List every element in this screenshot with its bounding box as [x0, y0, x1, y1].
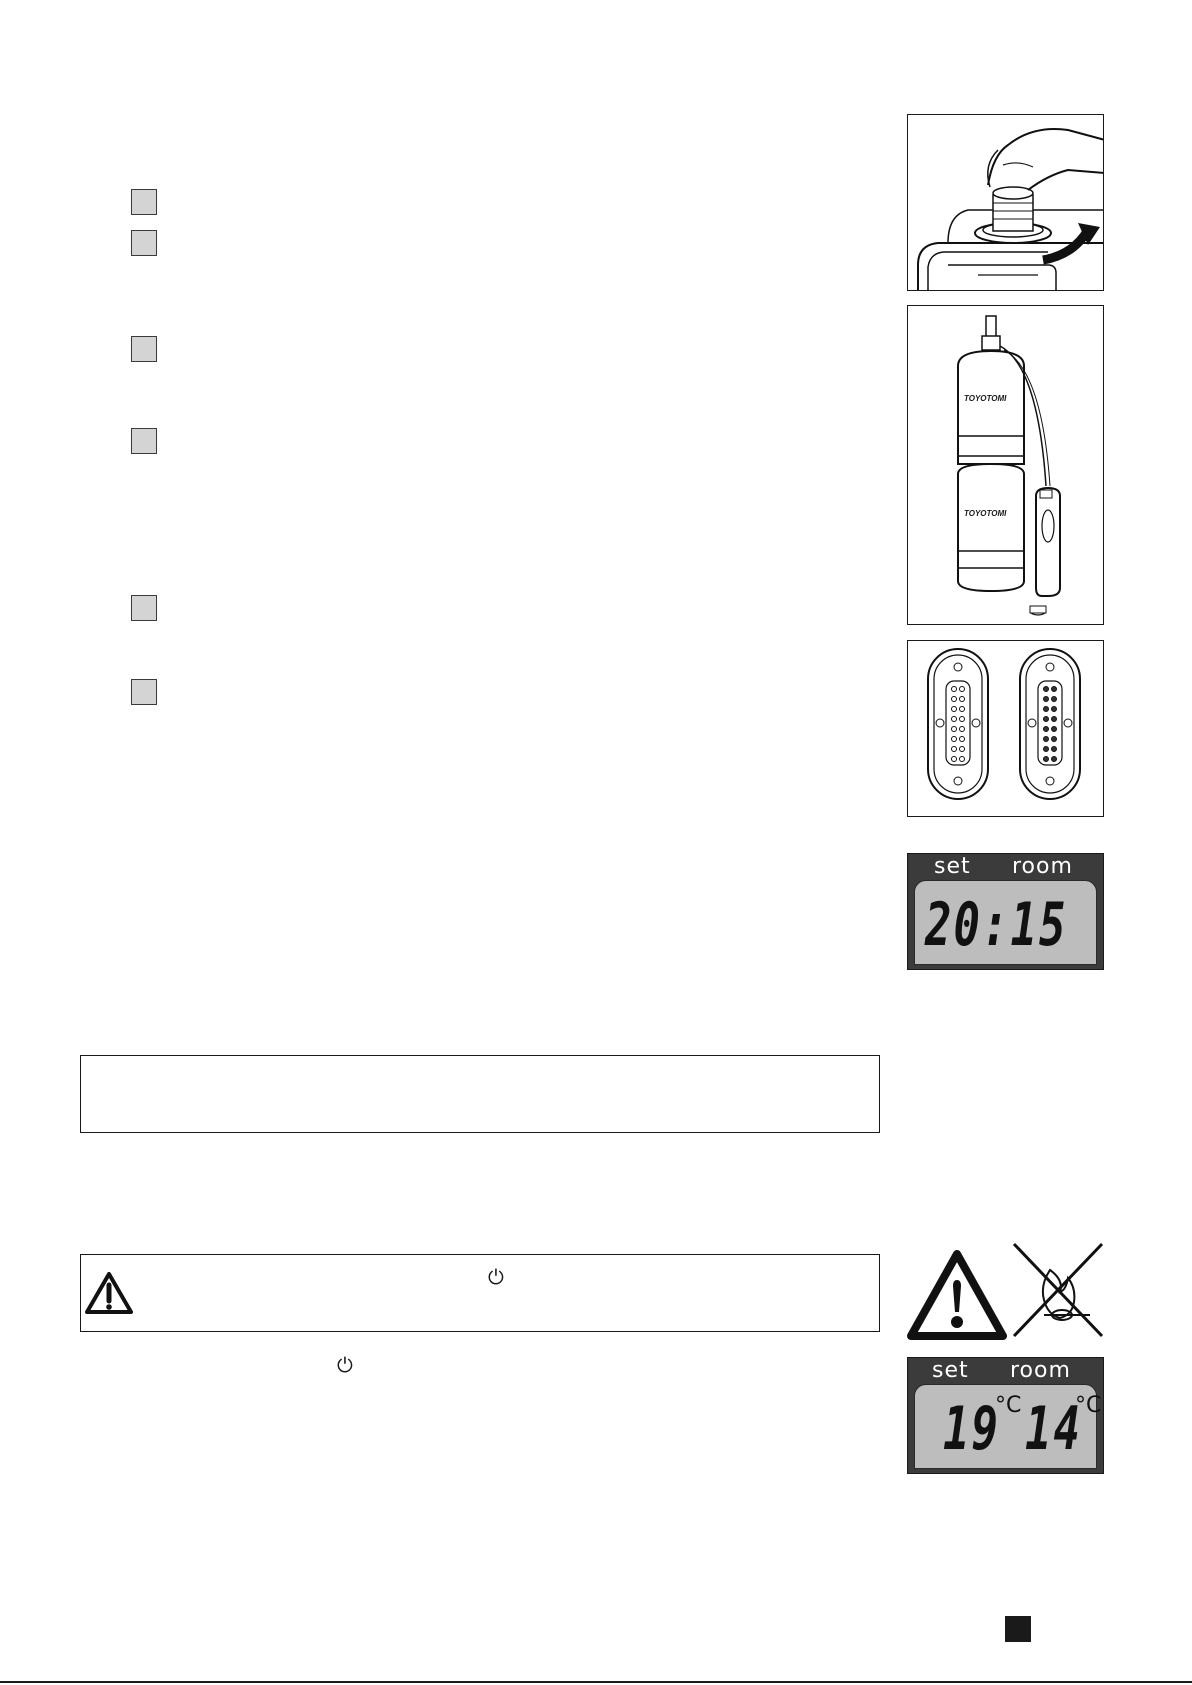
- danger-triangle-icon: [907, 1250, 1007, 1340]
- page-number-marker: [1005, 1616, 1031, 1642]
- no-open-flame-icon: [1010, 1240, 1106, 1340]
- lcd-room-unit: °C: [1075, 1393, 1102, 1418]
- power-icon: ⏻: [488, 1265, 504, 1289]
- illustration-cap-removal: [907, 114, 1104, 291]
- lcd-screen-time: [914, 880, 1097, 965]
- step-marker-2: [131, 230, 157, 256]
- bottle-brand-top: TOYOTOMI: [964, 394, 1007, 403]
- bottom-rule: [0, 1681, 1192, 1683]
- lcd-room-temperature: 14: [1025, 1395, 1082, 1464]
- lcd-label-set: set: [932, 1358, 969, 1383]
- lcd-label-room: room: [1010, 1358, 1071, 1383]
- lcd-set-unit: °C: [995, 1393, 1022, 1418]
- step-marker-5: [131, 595, 157, 621]
- step-marker-3: [131, 336, 157, 362]
- fuel-bottles-drawing: [908, 306, 1104, 625]
- oval-plates-drawing: [908, 641, 1104, 817]
- lcd-time-readout: 20:15: [925, 891, 1068, 960]
- lcd-display-temperature: [907, 1357, 1104, 1474]
- illustration-fuel-bottles: [907, 305, 1104, 625]
- warning-triangle-icon: [85, 1272, 133, 1314]
- lcd-label-room: room: [1012, 854, 1073, 879]
- power-icon: ⏻: [337, 1353, 353, 1377]
- lcd-set-temperature: 19: [943, 1395, 1000, 1464]
- lcd-label-set: set: [934, 854, 971, 879]
- warning-box: [80, 1254, 880, 1332]
- illustration-oval-plates: [907, 640, 1104, 817]
- cap-removal-drawing: [908, 115, 1104, 291]
- step-marker-4: [131, 428, 157, 454]
- lcd-display-time: [907, 853, 1104, 970]
- step-marker-6: [131, 679, 157, 705]
- step-marker-1: [131, 189, 157, 215]
- notice-box: [80, 1055, 880, 1133]
- lcd-screen-temperature: [914, 1384, 1102, 1469]
- bottle-brand-bottom: TOYOTOMI: [964, 509, 1007, 518]
